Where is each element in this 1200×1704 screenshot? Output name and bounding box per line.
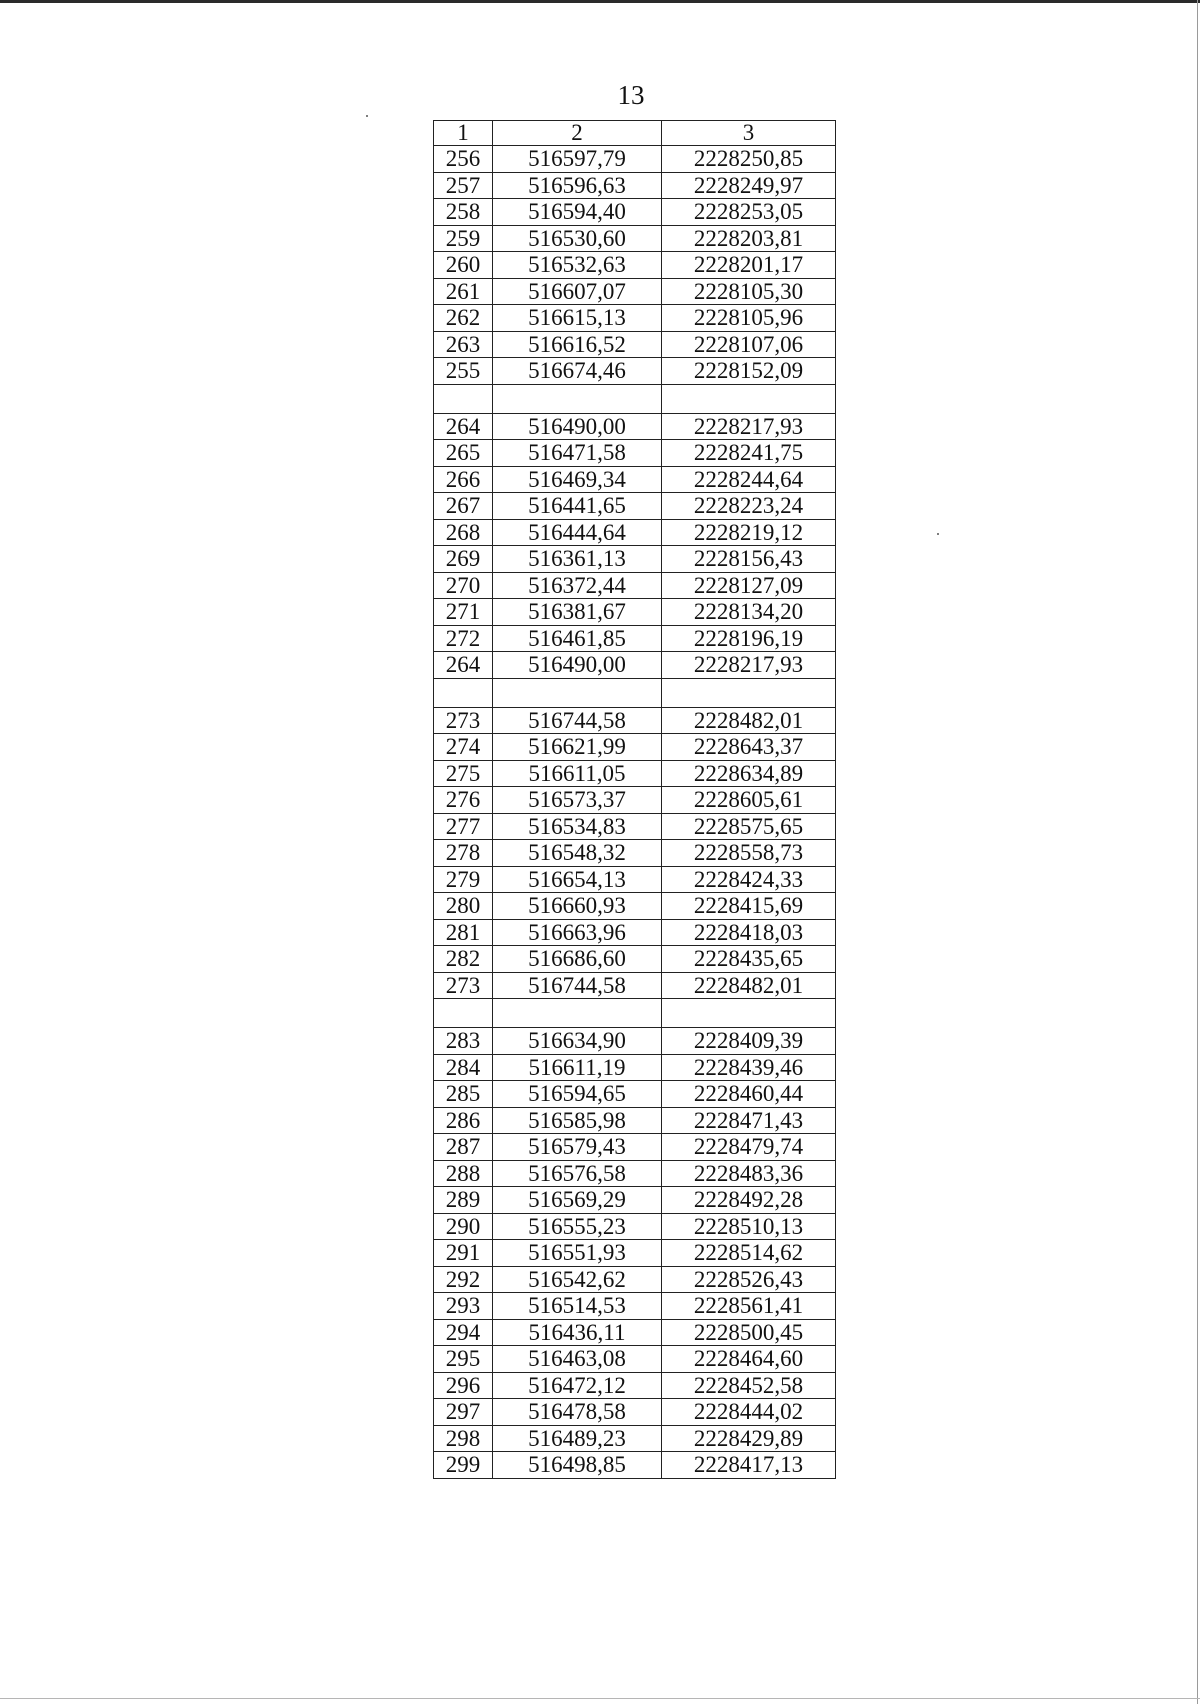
table-row <box>434 866 836 893</box>
cell-point-number: 283 <box>434 1028 493 1055</box>
cell-point-number: 269 <box>434 546 493 573</box>
cell-point-number: 297 <box>434 1399 493 1426</box>
cell-y-coordinate: 2228219,12 <box>662 519 836 546</box>
cell-x-coordinate: 516463,08 <box>493 1346 662 1373</box>
cell-x-coordinate: 516555,23 <box>493 1213 662 1240</box>
cell-point-number: 270 <box>434 572 493 599</box>
cell-y-coordinate: 2228201,17 <box>662 252 836 279</box>
cell-y-coordinate: 2228127,09 <box>662 572 836 599</box>
cell-point-number: 262 <box>434 305 493 332</box>
page-number: 13 <box>617 80 645 110</box>
table-row <box>434 652 836 679</box>
table-row <box>434 1399 836 1426</box>
cell-x-coordinate: 516596,63 <box>493 172 662 199</box>
cell-y-coordinate: 2228196,19 <box>662 625 836 652</box>
table-row <box>434 1134 836 1161</box>
cell-x-coordinate: 516663,96 <box>493 919 662 946</box>
table-row <box>434 1319 836 1346</box>
cell-point-number: 265 <box>434 440 493 467</box>
cell-y-coordinate: 2228492,28 <box>662 1187 836 1214</box>
cell-y-coordinate: 2228452,58 <box>662 1372 836 1399</box>
cell-point-number: 256 <box>434 146 493 173</box>
cell-x-coordinate: 516372,44 <box>493 572 662 599</box>
cell-point-number: 285 <box>434 1081 493 1108</box>
table-row <box>434 787 836 814</box>
cell-x-coordinate: 516569,29 <box>493 1187 662 1214</box>
scan-edge-bottom <box>0 1698 1200 1699</box>
cell-x-coordinate: 516686,60 <box>493 946 662 973</box>
cell-y-coordinate: 2228107,06 <box>662 331 836 358</box>
cell-x-coordinate <box>493 384 662 413</box>
table-row <box>434 760 836 787</box>
table-row <box>434 1346 836 1373</box>
table-row <box>434 546 836 573</box>
table-row <box>434 946 836 973</box>
cell-x-coordinate: 516436,11 <box>493 1319 662 1346</box>
table-row <box>434 813 836 840</box>
cell-point-number: 274 <box>434 734 493 761</box>
cell-point-number: 279 <box>434 866 493 893</box>
cell-x-coordinate: 516744,58 <box>493 972 662 999</box>
scan-speck <box>366 115 368 117</box>
cell-y-coordinate: 2228253,05 <box>662 199 836 226</box>
cell-x-coordinate: 516498,85 <box>493 1452 662 1479</box>
cell-x-coordinate: 516616,52 <box>493 331 662 358</box>
cell-y-coordinate: 2228409,39 <box>662 1028 836 1055</box>
cell-point-number: 275 <box>434 760 493 787</box>
cell-y-coordinate: 2228105,30 <box>662 278 836 305</box>
cell-x-coordinate: 516654,13 <box>493 866 662 893</box>
cell-x-coordinate: 516611,05 <box>493 760 662 787</box>
cell-point-number <box>434 999 493 1028</box>
cell-point-number <box>434 384 493 413</box>
cell-x-coordinate: 516361,13 <box>493 546 662 573</box>
cell-point-number: 267 <box>434 493 493 520</box>
cell-x-coordinate: 516634,90 <box>493 1028 662 1055</box>
table-row <box>434 1160 836 1187</box>
cell-point-number: 273 <box>434 972 493 999</box>
scan-edge-top <box>0 0 1200 3</box>
table-row <box>434 1452 836 1479</box>
cell-point-number: 276 <box>434 787 493 814</box>
cell-y-coordinate <box>662 999 836 1028</box>
cell-y-coordinate <box>662 678 836 707</box>
cell-y-coordinate: 2228217,93 <box>662 652 836 679</box>
header-cell-x-coordinate: 2 <box>493 121 662 146</box>
cell-y-coordinate: 2228479,74 <box>662 1134 836 1161</box>
cell-x-coordinate: 516471,58 <box>493 440 662 467</box>
cell-y-coordinate: 2228435,65 <box>662 946 836 973</box>
cell-x-coordinate: 516490,00 <box>493 413 662 440</box>
cell-x-coordinate: 516576,58 <box>493 1160 662 1187</box>
cell-point-number: 282 <box>434 946 493 973</box>
cell-point-number: 260 <box>434 252 493 279</box>
cell-x-coordinate: 516478,58 <box>493 1399 662 1426</box>
cell-point-number: 259 <box>434 225 493 252</box>
cell-point-number: 271 <box>434 599 493 626</box>
cell-x-coordinate: 516573,37 <box>493 787 662 814</box>
table-row <box>434 707 836 734</box>
scan-speck <box>937 533 939 535</box>
cell-point-number: 288 <box>434 1160 493 1187</box>
table-row <box>434 599 836 626</box>
cell-point-number: 287 <box>434 1134 493 1161</box>
cell-point-number: 293 <box>434 1293 493 1320</box>
cell-y-coordinate: 2228429,89 <box>662 1425 836 1452</box>
cell-point-number: 272 <box>434 625 493 652</box>
table-row <box>434 172 836 199</box>
cell-point-number: 273 <box>434 707 493 734</box>
table-separator-row <box>434 384 836 413</box>
cell-y-coordinate: 2228471,43 <box>662 1107 836 1134</box>
cell-y-coordinate: 2228424,33 <box>662 866 836 893</box>
cell-point-number: 280 <box>434 893 493 920</box>
cell-point-number: 298 <box>434 1425 493 1452</box>
cell-point-number: 296 <box>434 1372 493 1399</box>
cell-point-number: 281 <box>434 919 493 946</box>
cell-y-coordinate: 2228156,43 <box>662 546 836 573</box>
cell-x-coordinate: 516534,83 <box>493 813 662 840</box>
cell-x-coordinate: 516532,63 <box>493 252 662 279</box>
table-row <box>434 1240 836 1267</box>
table-separator-row <box>434 678 836 707</box>
table-row <box>434 519 836 546</box>
cell-x-coordinate: 516444,64 <box>493 519 662 546</box>
table-row <box>434 440 836 467</box>
table-row <box>434 1266 836 1293</box>
table-row <box>434 1028 836 1055</box>
cell-x-coordinate: 516514,53 <box>493 1293 662 1320</box>
table-row <box>434 1081 836 1108</box>
cell-x-coordinate: 516542,62 <box>493 1266 662 1293</box>
cell-point-number: 284 <box>434 1054 493 1081</box>
coordinates-table-body <box>434 121 836 1479</box>
cell-y-coordinate: 2228526,43 <box>662 1266 836 1293</box>
cell-y-coordinate: 2228460,44 <box>662 1081 836 1108</box>
cell-y-coordinate: 2228605,61 <box>662 787 836 814</box>
cell-y-coordinate: 2228439,46 <box>662 1054 836 1081</box>
cell-x-coordinate: 516621,99 <box>493 734 662 761</box>
cell-y-coordinate: 2228634,89 <box>662 760 836 787</box>
cell-point-number <box>434 678 493 707</box>
cell-point-number: 286 <box>434 1107 493 1134</box>
cell-x-coordinate: 516530,60 <box>493 225 662 252</box>
cell-y-coordinate: 2228105,96 <box>662 305 836 332</box>
cell-y-coordinate: 2228643,37 <box>662 734 836 761</box>
table-row <box>434 278 836 305</box>
cell-x-coordinate: 516607,07 <box>493 278 662 305</box>
table-row <box>434 1293 836 1320</box>
table-row <box>434 625 836 652</box>
table-row <box>434 1187 836 1214</box>
cell-point-number: 295 <box>434 1346 493 1373</box>
cell-y-coordinate: 2228482,01 <box>662 707 836 734</box>
cell-x-coordinate: 516461,85 <box>493 625 662 652</box>
table-row <box>434 1213 836 1240</box>
table-row <box>434 893 836 920</box>
table-row <box>434 919 836 946</box>
header-cell-y-coordinate: 3 <box>662 121 836 146</box>
table-row <box>434 1372 836 1399</box>
table-row <box>434 305 836 332</box>
table-row <box>434 1054 836 1081</box>
cell-x-coordinate: 516611,19 <box>493 1054 662 1081</box>
table-row <box>434 493 836 520</box>
table-row <box>434 734 836 761</box>
cell-y-coordinate: 2228418,03 <box>662 919 836 946</box>
cell-y-coordinate: 2228134,20 <box>662 599 836 626</box>
cell-point-number: 258 <box>434 199 493 226</box>
cell-x-coordinate: 516744,58 <box>493 707 662 734</box>
cell-point-number: 257 <box>434 172 493 199</box>
table-row <box>434 199 836 226</box>
cell-point-number: 289 <box>434 1187 493 1214</box>
table-header-row <box>434 121 836 146</box>
cell-x-coordinate: 516594,65 <box>493 1081 662 1108</box>
table-row <box>434 572 836 599</box>
cell-x-coordinate: 516674,46 <box>493 358 662 385</box>
cell-y-coordinate: 2228561,41 <box>662 1293 836 1320</box>
cell-x-coordinate: 516381,67 <box>493 599 662 626</box>
cell-x-coordinate: 516594,40 <box>493 199 662 226</box>
cell-x-coordinate: 516441,65 <box>493 493 662 520</box>
cell-point-number: 268 <box>434 519 493 546</box>
cell-y-coordinate: 2228500,45 <box>662 1319 836 1346</box>
cell-y-coordinate: 2228510,13 <box>662 1213 836 1240</box>
table-row <box>434 466 836 493</box>
cell-point-number: 264 <box>434 652 493 679</box>
cell-point-number: 277 <box>434 813 493 840</box>
cell-x-coordinate: 516551,93 <box>493 1240 662 1267</box>
table-row <box>434 225 836 252</box>
cell-x-coordinate: 516585,98 <box>493 1107 662 1134</box>
table-row <box>434 972 836 999</box>
cell-point-number: 291 <box>434 1240 493 1267</box>
header-cell-point-number: 1 <box>434 121 493 146</box>
cell-y-coordinate: 2228250,85 <box>662 146 836 173</box>
cell-y-coordinate: 2228203,81 <box>662 225 836 252</box>
cell-x-coordinate: 516597,79 <box>493 146 662 173</box>
cell-y-coordinate: 2228575,65 <box>662 813 836 840</box>
table-row <box>434 1425 836 1452</box>
cell-point-number: 299 <box>434 1452 493 1479</box>
table-row <box>434 146 836 173</box>
cell-y-coordinate: 2228417,13 <box>662 1452 836 1479</box>
cell-point-number: 266 <box>434 466 493 493</box>
cell-x-coordinate: 516472,12 <box>493 1372 662 1399</box>
cell-y-coordinate: 2228558,73 <box>662 840 836 867</box>
table-row <box>434 840 836 867</box>
cell-y-coordinate: 2228483,36 <box>662 1160 836 1187</box>
cell-y-coordinate: 2228244,64 <box>662 466 836 493</box>
cell-point-number: 261 <box>434 278 493 305</box>
table-row <box>434 413 836 440</box>
cell-x-coordinate: 516489,23 <box>493 1425 662 1452</box>
cell-point-number: 278 <box>434 840 493 867</box>
cell-x-coordinate: 516660,93 <box>493 893 662 920</box>
cell-y-coordinate: 2228223,24 <box>662 493 836 520</box>
cell-point-number: 294 <box>434 1319 493 1346</box>
table-row <box>434 331 836 358</box>
table-separator-row <box>434 999 836 1028</box>
cell-point-number: 255 <box>434 358 493 385</box>
cell-y-coordinate: 2228444,02 <box>662 1399 836 1426</box>
cell-point-number: 290 <box>434 1213 493 1240</box>
cell-y-coordinate: 2228217,93 <box>662 413 836 440</box>
scan-edge-right <box>1197 0 1198 1704</box>
cell-x-coordinate: 516490,00 <box>493 652 662 679</box>
cell-x-coordinate <box>493 999 662 1028</box>
cell-x-coordinate: 516469,34 <box>493 466 662 493</box>
cell-y-coordinate <box>662 384 836 413</box>
cell-y-coordinate: 2228241,75 <box>662 440 836 467</box>
cell-y-coordinate: 2228249,97 <box>662 172 836 199</box>
table-row <box>434 252 836 279</box>
cell-x-coordinate: 516579,43 <box>493 1134 662 1161</box>
table-row <box>434 1107 836 1134</box>
cell-point-number: 292 <box>434 1266 493 1293</box>
table-row <box>434 358 836 385</box>
coordinates-table <box>433 120 836 1479</box>
cell-point-number: 263 <box>434 331 493 358</box>
cell-y-coordinate: 2228415,69 <box>662 893 836 920</box>
cell-y-coordinate: 2228464,60 <box>662 1346 836 1373</box>
cell-x-coordinate: 516615,13 <box>493 305 662 332</box>
cell-x-coordinate: 516548,32 <box>493 840 662 867</box>
cell-point-number: 264 <box>434 413 493 440</box>
cell-y-coordinate: 2228514,62 <box>662 1240 836 1267</box>
cell-y-coordinate: 2228152,09 <box>662 358 836 385</box>
cell-y-coordinate: 2228482,01 <box>662 972 836 999</box>
cell-x-coordinate <box>493 678 662 707</box>
